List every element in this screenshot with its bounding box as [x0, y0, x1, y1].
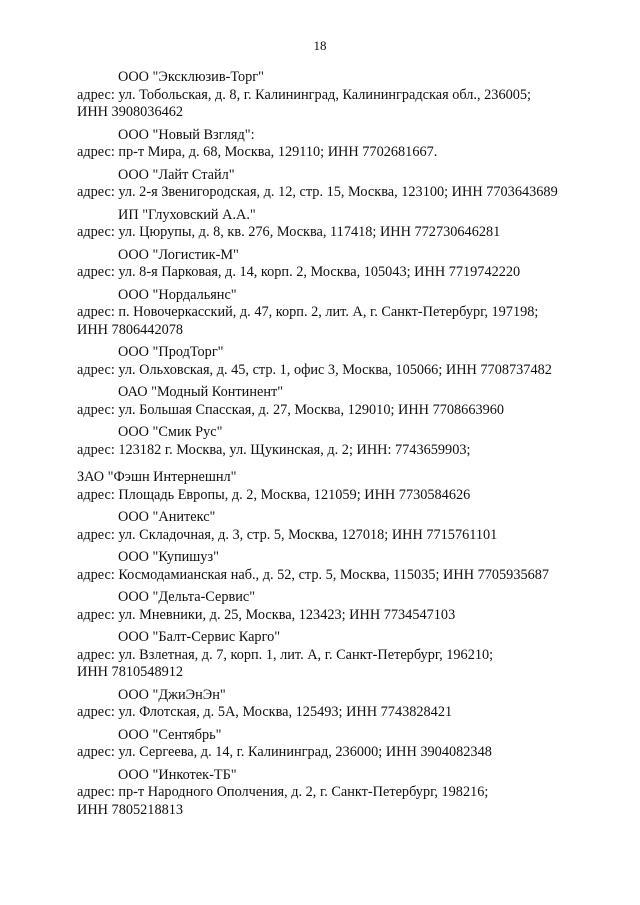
company-name: ООО "Логистик-М"	[118, 246, 239, 263]
company-entry-8	[77, 384, 597, 419]
company-address: адрес: 123182 г. Москва, ул. Щукинская, д. 2; ИНН: 7743659903;	[77, 441, 471, 458]
company-name: ООО "Купишуз"	[118, 549, 219, 565]
company-name: ООО "Новый Взгляд":	[118, 126, 255, 143]
company-entry-17	[77, 767, 597, 820]
company-inn: ИНН 7806442078	[77, 321, 184, 338]
company-name: ООО "Инкотек-ТБ"	[118, 766, 237, 783]
company-entry-15	[77, 687, 597, 722]
company-inn: ИНН 7805218813	[77, 801, 184, 818]
company-name: ООО "Анитекс"	[118, 509, 216, 525]
company-entry-6	[77, 287, 597, 340]
company-address: адрес: ул. Складочная, д. 3, стр. 5, Москва, 127018; ИНН 7715761101	[77, 526, 498, 543]
company-address: адрес: ул. Флотская, д. 5А, Москва, 125493; ИНН 7743828421	[77, 704, 453, 720]
company-entry-2	[77, 127, 597, 162]
company-name: ООО "Сентябрь"	[118, 726, 222, 743]
company-entry-11	[77, 509, 597, 544]
company-entry-16	[77, 727, 597, 762]
company-entry-7	[77, 344, 597, 379]
company-address: адрес: ул. Тобольская, д. 8, г. Калининград, Калининградская обл., 236005;	[77, 86, 532, 103]
company-name: ООО "Нордальянс"	[118, 286, 237, 303]
company-address: адрес: Космодамианская наб., д. 52, стр. 5, Москва, 115035; ИНН 7705935687	[77, 566, 550, 583]
page-number: 18	[313, 38, 327, 53]
company-name: ООО "ПродТорг"	[118, 344, 224, 360]
company-name: ЗАО "Фэшн Интернешнл"	[77, 469, 237, 485]
company-address: адрес: пр-т Народного Ополчения, д. 2, г. Санкт-Петербург, 198216;	[77, 784, 489, 800]
company-entry-13	[77, 589, 597, 624]
company-address: адрес: п. Новочеркасский, д. 47, корп. 2, лит. А, г. Санкт-Петербург, 197198;	[77, 304, 539, 320]
company-entry-14	[77, 629, 597, 682]
company-entry-3	[77, 167, 597, 202]
company-name: ООО "Дельта-Сервис"	[118, 589, 256, 605]
company-name: ООО "Балт-Сервис Карго"	[118, 629, 281, 645]
company-entry-10	[77, 469, 597, 504]
company-address: адрес: ул. Взлетная, д. 7, корп. 1, лит. А, г. Санкт-Петербург, 196210;	[77, 646, 494, 663]
company-name: ООО "Смик Рус"	[118, 424, 223, 440]
company-address: адрес: ул. Мневники, д. 25, Москва, 123423; ИНН 7734547103	[77, 606, 456, 623]
company-address: адрес: ул. 8-я Парковая, д. 14, корп. 2, Москва, 105043; ИНН 7719742220	[77, 264, 521, 280]
company-inn: ИНН 3908036462	[77, 104, 184, 120]
company-name: ООО "Лайт Стайл"	[118, 166, 235, 183]
company-address: адрес: Площадь Европы, д. 2, Москва, 121059; ИНН 7730584626	[77, 486, 471, 503]
company-name: ОАО "Модный Континент"	[118, 384, 284, 400]
company-entry-9	[77, 424, 597, 459]
company-inn: ИНН 7810548912	[77, 664, 184, 680]
company-address: адрес: ул. 2-я Звенигородская, д. 12, стр. 15, Москва, 123100; ИНН 7703643689	[77, 184, 558, 200]
company-address: адрес: ул. Большая Спасская, д. 27, Москва, 129010; ИНН 7708663960	[77, 401, 505, 418]
company-name: ООО "ДжиЭнЭн"	[118, 686, 226, 703]
company-list	[77, 69, 597, 824]
company-entry-1	[77, 69, 597, 122]
company-address: адрес: ул. Сергеева, д. 14, г. Калининград, 236000; ИНН 3904082348	[77, 744, 492, 760]
company-address: адрес: ул. Ольховская, д. 45, стр. 1, офис 3, Москва, 105066; ИНН 7708737482	[77, 361, 552, 378]
company-name: ИП "Глуховский А.А."	[118, 206, 256, 223]
company-name: ООО "Эксклюзив-Торг"	[118, 69, 264, 85]
company-entry-4	[77, 207, 597, 242]
company-entry-12	[77, 549, 597, 584]
company-address: адрес: ул. Цюрупы, д. 8, кв. 276, Москва, 117418; ИНН 772730646281	[77, 224, 501, 240]
company-entry-5	[77, 247, 597, 282]
company-address: адрес: пр-т Мира, д. 68, Москва, 129110; ИНН 7702681667.	[77, 144, 438, 160]
